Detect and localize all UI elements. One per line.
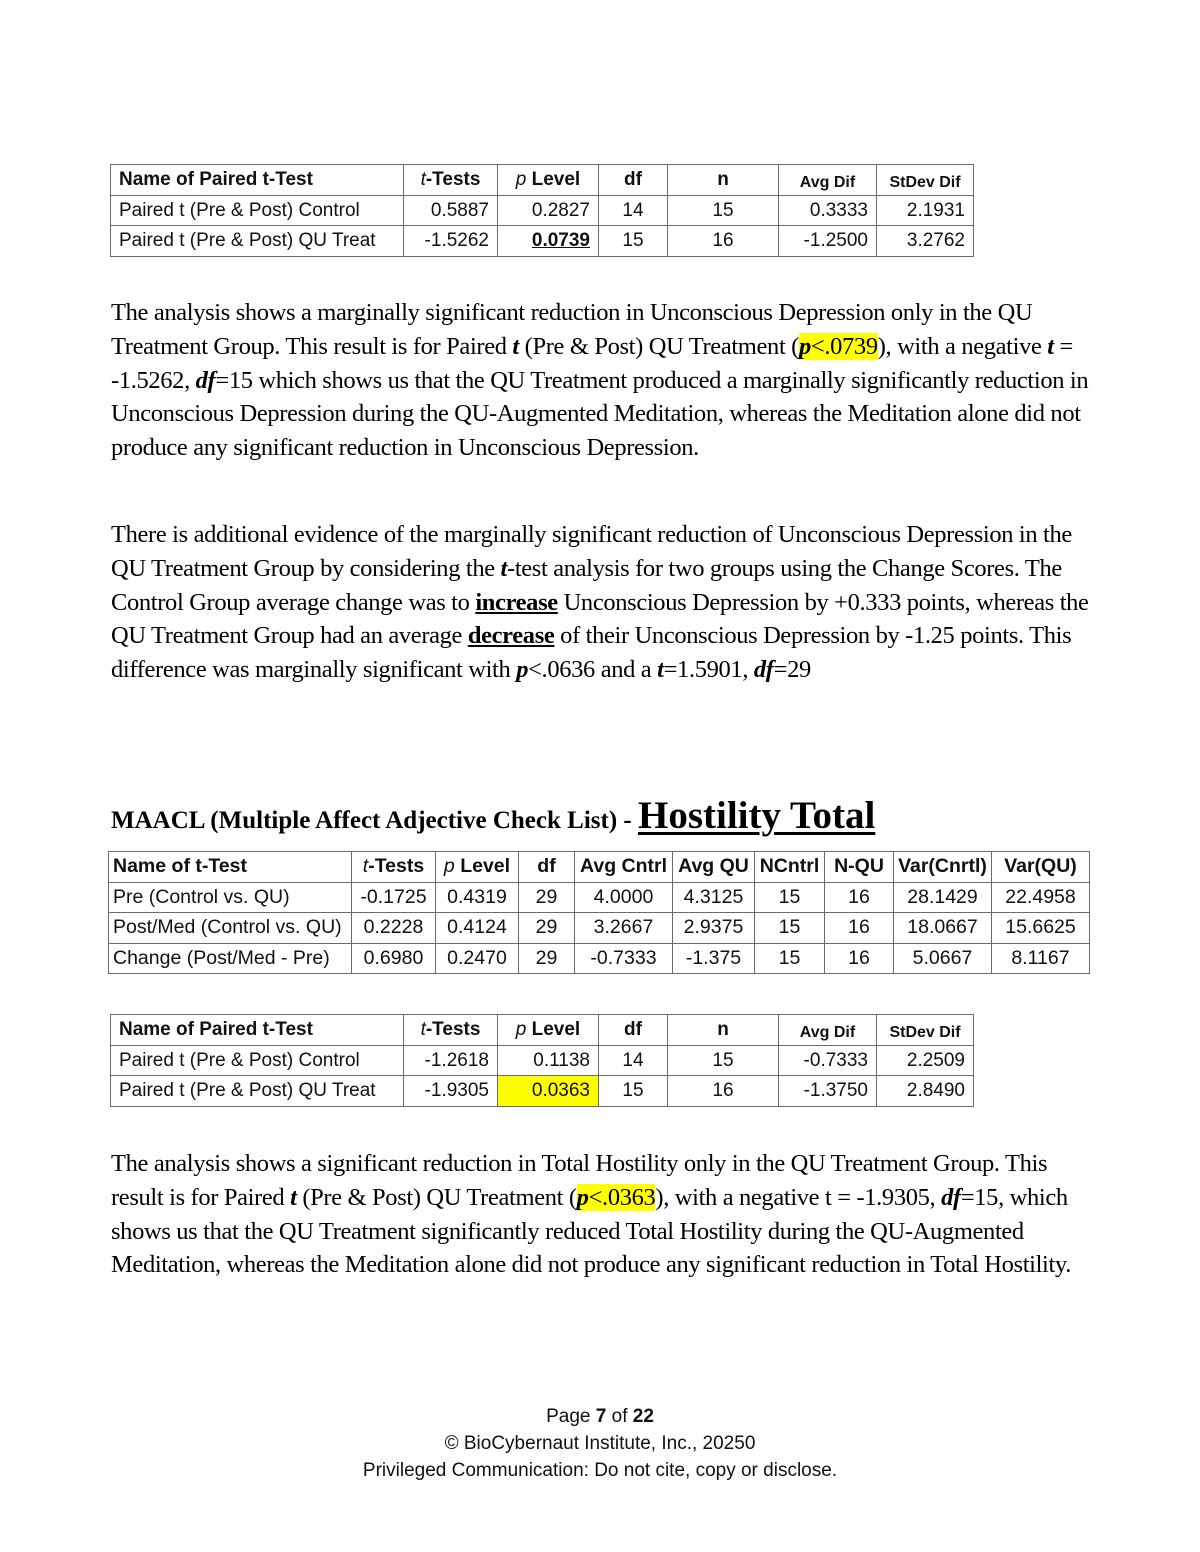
cell-avg-dif: -1.3750 (779, 1076, 877, 1107)
page-footer (0, 1403, 1200, 1484)
table-row (109, 882, 1090, 913)
cell-n: 16 (668, 226, 779, 257)
header-name: Name of t-Test (109, 852, 352, 883)
cell-avg-qu: 4.3125 (673, 882, 755, 913)
cell-name: Paired t (Pre & Post) QU Treat (111, 226, 404, 257)
cell-t: -1.2618 (404, 1045, 498, 1076)
table-header-row (109, 852, 1090, 883)
cell-stdev-dif: 2.2509 (877, 1045, 974, 1076)
cell-var-cntrl: 28.1429 (894, 882, 992, 913)
header-t-tests: t-Tests (404, 165, 498, 196)
header-p-level: p Level (498, 1015, 599, 1046)
table-header-row (111, 165, 974, 196)
cell-avg-dif: 0.3333 (779, 195, 877, 226)
table-row (111, 226, 974, 257)
cell-t: 0.5887 (404, 195, 498, 226)
cell-df: 29 (519, 943, 575, 974)
cell-n: 16 (668, 1076, 779, 1107)
cell-avg-cntrl: -0.7333 (575, 943, 673, 974)
cell-avg-cntrl: 3.2667 (575, 913, 673, 944)
header-t-tests: t-Tests (404, 1015, 498, 1046)
cell-p-highlighted: 0.0363 (498, 1076, 599, 1107)
header-df: df (599, 165, 668, 196)
cell-n-cntrl: 15 (755, 913, 825, 944)
confidentiality-notice: Privileged Communication: Do not cite, copy or disclose. (362, 1460, 838, 1481)
table-row (111, 1045, 974, 1076)
cell-stdev-dif: 3.2762 (877, 226, 974, 257)
cell-var-qu: 15.6625 (992, 913, 1090, 944)
table-row (111, 195, 974, 226)
highlighted-p-value: p<.0363 (576, 1183, 656, 1211)
cell-name: Paired t (Pre & Post) Control (111, 1045, 404, 1076)
highlighted-p-value: p<.0739 (798, 332, 878, 360)
cell-var-qu: 8.1167 (992, 943, 1090, 974)
cell-t: -0.1725 (352, 882, 436, 913)
cell-p-emphasized: 0.0739 (498, 226, 599, 257)
copyright-notice: © BioCybernaut Institute, Inc., 20250 (444, 1433, 756, 1454)
cell-t: -1.9305 (404, 1076, 498, 1107)
cell-name: Pre (Control vs. QU) (109, 882, 352, 913)
cell-n: 15 (668, 195, 779, 226)
header-name: Name of Paired t-Test (111, 1015, 404, 1046)
cell-avg-cntrl: 4.0000 (575, 882, 673, 913)
cell-p: 0.4124 (436, 913, 519, 944)
emphasis-increase: increase (475, 588, 558, 616)
header-avg-dif: Avg Dif (779, 165, 877, 196)
header-df: df (599, 1015, 668, 1046)
header-t-tests: t-Tests (352, 852, 436, 883)
table-row (111, 1076, 974, 1107)
cell-df: 29 (519, 913, 575, 944)
cell-n-cntrl: 15 (755, 882, 825, 913)
header-stdev-dif: StDev Dif (877, 165, 974, 196)
table-header-row (111, 1015, 974, 1046)
header-avg-cntrl: Avg Cntrl (575, 852, 673, 883)
paragraph-depression-paired-result: The analysis shows a marginally significant reduction in Unconscious Depression only in the QU Treatment Group. This result is for Paired t (Pre & Post) QU Treatment (p<.0739), with a negative t = -1.5262, df=15 which shows us that the QU Treatment produced a marginally significantly reduction in Unconscious Depression during the QU-Augmented Meditation, whereas the Meditation alone did not produce any significant reduction in Unconscious Depression. (111, 299, 1089, 462)
cell-p: 0.1138 (498, 1045, 599, 1076)
header-n: n (668, 165, 779, 196)
header-p-level: p Level (498, 165, 599, 196)
cell-stdev-dif: 2.8490 (877, 1076, 974, 1107)
cell-name: Post/Med (Control vs. QU) (109, 913, 352, 944)
cell-var-cntrl: 18.0667 (894, 913, 992, 944)
cell-n-qu: 16 (825, 882, 894, 913)
cell-name: Change (Post/Med - Pre) (109, 943, 352, 974)
section-title-emphasis: Hostility Total (637, 794, 876, 837)
cell-var-cntrl: 5.0667 (894, 943, 992, 974)
cell-df: 15 (599, 226, 668, 257)
header-df: df (519, 852, 575, 883)
cell-df: 14 (599, 1045, 668, 1076)
cell-df: 15 (599, 1076, 668, 1107)
header-n: n (668, 1015, 779, 1046)
cell-t: 0.6980 (352, 943, 436, 974)
cell-var-qu: 22.4958 (992, 882, 1090, 913)
cell-avg-qu: -1.375 (673, 943, 755, 974)
header-var-qu: Var(QU) (992, 852, 1090, 883)
cell-t: -1.5262 (404, 226, 498, 257)
header-p-level: p Level (436, 852, 519, 883)
header-name: Name of Paired t-Test (111, 165, 404, 196)
cell-p: 0.2827 (498, 195, 599, 226)
cell-n-qu: 16 (825, 943, 894, 974)
cell-t: 0.2228 (352, 913, 436, 944)
cell-df: 29 (519, 882, 575, 913)
header-stdev-dif: StDev Dif (877, 1015, 974, 1046)
cell-df: 14 (599, 195, 668, 226)
cell-n-cntrl: 15 (755, 943, 825, 974)
cell-avg-dif: -1.2500 (779, 226, 877, 257)
paired-ttest-table-depression (110, 164, 974, 257)
page-number: Page 7 of 22 (546, 1406, 654, 1427)
header-avg-dif: Avg Dif (779, 1015, 877, 1046)
header-avg-qu: Avg QU (673, 852, 755, 883)
header-n-qu: N-QU (825, 852, 894, 883)
paragraph-depression-change-scores: There is additional evidence of the marginally significant reduction of Unconscious Depression in the QU Treatment Group by considering the t-test analysis for two groups using the Change Scores. The Control Group average change was to increase Unconscious Depression by +0.333 points, whereas the QU Treatment Group had an average decrease of their Unconscious Depression by -1.25 points. This difference was marginally significant with p<.0636 and a t=1.5901, df=29 (111, 521, 1089, 684)
ttest-table-hostility (108, 851, 1090, 974)
header-var-cntrl: Var(Cnrtl) (894, 852, 992, 883)
cell-n-qu: 16 (825, 913, 894, 944)
cell-avg-qu: 2.9375 (673, 913, 755, 944)
emphasis-decrease: decrease (467, 622, 555, 650)
section-title-hostility: MAACL (Multiple Affect Adjective Check List) - Hostility Total (111, 794, 876, 837)
cell-p: 0.4319 (436, 882, 519, 913)
cell-name: Paired t (Pre & Post) QU Treat (111, 1076, 404, 1107)
paired-ttest-table-hostility (110, 1014, 974, 1107)
cell-p: 0.2470 (436, 943, 519, 974)
table-row (109, 943, 1090, 974)
cell-name: Paired t (Pre & Post) Control (111, 195, 404, 226)
cell-avg-dif: -0.7333 (779, 1045, 877, 1076)
cell-n: 15 (668, 1045, 779, 1076)
header-n-cntrl: NCntrl (755, 852, 825, 883)
paragraph-hostility-paired-result: The analysis shows a significant reduction in Total Hostility only in the QU Treatment Group. This result is for Paired t (Pre & Post) QU Treatment (p<.0363), with a negative t = -1.9305, df=15, which shows us that the QU Treatment significantly reduced Total Hostility during the QU-Augmented Meditation, whereas the Meditation alone did not produce any significant reduction in Total Hostility. (111, 1150, 1072, 1279)
cell-stdev-dif: 2.1931 (877, 195, 974, 226)
table-row (109, 913, 1090, 944)
